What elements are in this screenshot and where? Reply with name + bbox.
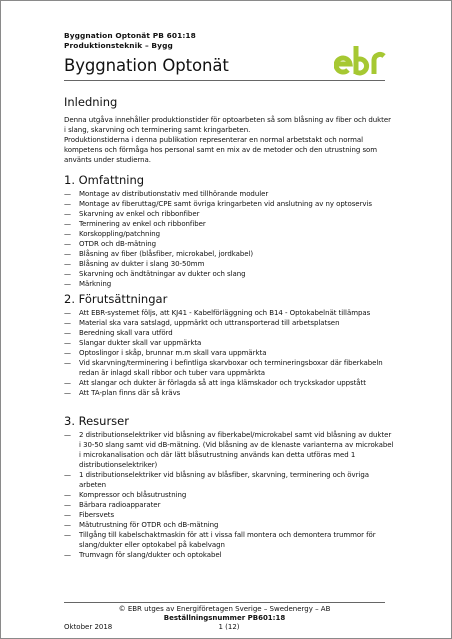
list-item: — Skarvning och ändtätningar av dukter och slang — [64, 270, 246, 278]
section-heading: 2. Förutsättningar — [64, 292, 168, 306]
list-item: — Mätutrustning för OTDR och dB-mätning — [64, 521, 219, 529]
header-line-2: Produktionsteknik – Bygg — [64, 41, 173, 50]
section-list — [64, 189, 394, 289]
title-divider — [64, 80, 385, 81]
list-item: — 1 distributionselektriker vid blåsning av blåsfiber, skarvning, terminering och övriga arbeten — [64, 471, 369, 489]
list-item: — Optoslingor i skåp, brunnar m.m skall vara uppmärkta — [64, 349, 267, 357]
footer-divider — [64, 602, 385, 603]
list-item: — Montage av distributionstativ med tillhörande moduler — [64, 190, 269, 198]
list-item: — Märkning — [64, 280, 112, 288]
footer-copyright: © EBR utges av Energiföretagen Sverige – Swedenergy – AB — [118, 605, 331, 613]
intro-paragraph-2: Produktionstiderna i denna publikation representerar en normal arbetstakt och normal kompetens och förmåga hos personal samt en mix av de metoder och den utrustning som använts under studierna. — [64, 136, 378, 164]
section-list — [64, 308, 394, 398]
list-item: — Skarvning av enkel och ribbonfiber — [64, 210, 200, 218]
section-heading: 3. Resurser — [64, 414, 129, 428]
list-item: — Material ska vara satslagd, uppmärkt och uttransporterad till arbetsplatsen — [64, 319, 340, 327]
list-item: — Montage av fiberuttag/CPE samt övriga kringarbeten vid anslutning av ny optoservis — [64, 200, 372, 208]
list-item: — Trumvagn för slang/dukter och optokabel — [64, 551, 222, 559]
list-item: — Att TA-plan finns där så krävs — [64, 389, 181, 397]
list-item: — Blåsning av fiber (blåsfiber, microkabel, jordkabel) — [64, 250, 254, 258]
list-item: — Att slangar och dukter är förlagda så att inga klämskador och tryckskador uppstått — [64, 379, 366, 387]
intro-paragraph-1: Denna utgåva innehåller produktionstider för optoarbeten så som blåsning av fiber och dukter i slang, skarvning och terminering samt kringarbeten. — [64, 116, 391, 134]
list-item: — Att EBR-systemet följs, att KJ41 - Kabelförläggning och B14 - Optokabelnät tillämpas — [64, 309, 371, 317]
list-item: — Tillgång till kabelschaktmaskin för att i vissa fall montera och demontera trummor för slang/dukter eller optokabel på kabelvagn — [64, 531, 376, 549]
section-resurser — [64, 414, 394, 560]
intro-heading: Inledning — [64, 95, 118, 109]
list-item: — Fibersvets — [64, 511, 115, 519]
list-item: — Terminering av enkel och ribbonfiber — [64, 220, 206, 228]
section-forutsattningar — [64, 292, 394, 398]
list-item: — OTDR och dB-mätning — [64, 240, 156, 248]
footer-page-number: 1 (12) — [218, 623, 240, 631]
page-title: Byggnation Optonät — [64, 56, 229, 75]
ebr-logo — [334, 42, 390, 78]
list-item: — Blåsning av dukter i slang 30-50mm — [64, 260, 205, 268]
list-item: — Korskoppling/patchning — [64, 230, 161, 238]
footer-date: Oktober 2018 — [64, 623, 113, 631]
list-item: — 2 distributionselektriker vid blåsning av fiberkabel/microkabel samt vid blåsning av dukter i 30-50 slang samt vid dB-mätning. (Vid blåsning av de klenaste varianterna av microkabel i microkanalisation och där lätt blåsutrustning används kan detta utföras med 1 distributionselektriker) — [64, 431, 394, 469]
section-list — [64, 430, 394, 560]
list-item: — Vid skarvning/terminering i befintliga skarvboxar och termineringsboxar där fiberkabeln redan är inlagd skall ribbor och tuber vara uppmärkta — [64, 359, 383, 377]
header-line-1: Byggnation Optonät PB 601:18 — [64, 31, 196, 40]
document-header — [64, 31, 196, 51]
list-item: — Bärbara radioapparater — [64, 501, 161, 509]
list-item: — Slangar dukter skall var uppmärkta — [64, 339, 202, 347]
section-heading: 1. Omfattning — [64, 173, 145, 187]
footer-order-number: Beställningsnummer PB601:18 — [163, 614, 286, 622]
list-item: — Kompressor och blåsutrustning — [64, 491, 187, 499]
section-omfattning — [64, 173, 394, 289]
list-item: — Beredning skall vara utförd — [64, 329, 173, 337]
intro-text — [64, 115, 392, 165]
